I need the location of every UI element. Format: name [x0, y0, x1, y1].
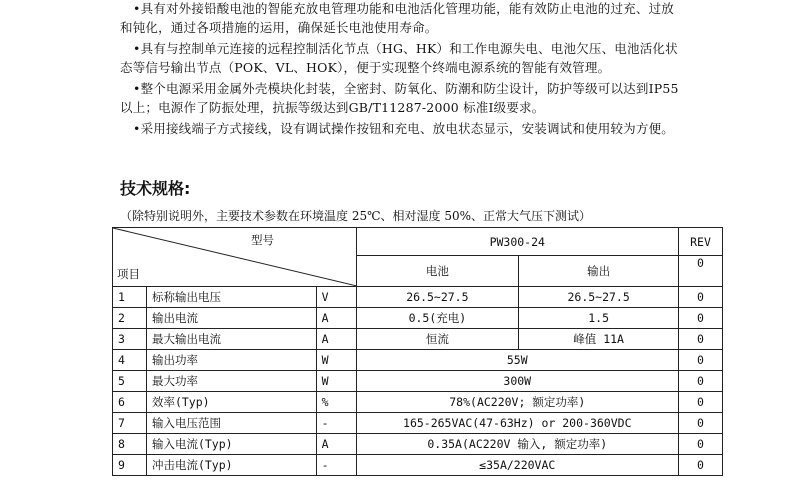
row-battery-value: 恒流: [356, 329, 519, 350]
row-unit: -: [316, 455, 356, 476]
row-merged-value: 55W: [356, 350, 678, 371]
row-rev: 0: [679, 350, 723, 371]
paragraph-enclosure: •整个电源采用金属外壳模块化封装，全密封、防氧化、防潮和防尘设计，防护等级可以达到IP55 以上；电源作了防振处理，抗振等级达到GB/T11287-2000 标准I级要求。: [120, 81, 679, 115]
paragraph-remote-control: •具有与控制单元连接的远程控制活化节点（HG、HK）和工作电源失电、电池欠压、电池活化状态等信号输出节点（POK、VL、HOK），便于实现整个终端电源系统的智能有效管理。: [120, 41, 678, 75]
row-rev: 0: [679, 392, 723, 413]
row-battery-value: 26.5~27.5: [356, 287, 519, 308]
section-heading: 技术规格:: [120, 179, 191, 198]
row-unit: A: [316, 329, 356, 350]
row-output-value: 26.5~27.5: [519, 287, 679, 308]
paragraph-battery-management: •具有对外接铅酸电池的智能充放电管理功能和电池活化管理功能，能有效防止电池的过充、过放和钝化，通过各项措施的运用，确保延长电池使用寿命。: [120, 1, 674, 35]
output-header: 输出: [519, 256, 679, 287]
row-number: 5: [113, 371, 147, 392]
header-diagonal-cell: [113, 228, 357, 287]
row-item: 冲击电流(Typ): [146, 455, 316, 476]
row-merged-value: 78%(AC220V; 额定功率): [356, 392, 678, 413]
row-rev: 0: [679, 308, 723, 329]
table-row: [113, 413, 723, 434]
row-unit: A: [316, 434, 356, 455]
row-number: 8: [113, 434, 147, 455]
row-output-value: 1.5: [519, 308, 679, 329]
row-merged-value: 0.35A(AC220V 输入, 额定功率): [356, 434, 678, 455]
table-row: [113, 392, 723, 413]
row-output-value: 峰值 11A: [519, 329, 679, 350]
table-row: [113, 350, 723, 371]
row-merged-value: ≤35A/220VAC: [356, 455, 678, 476]
row-merged-value: 300W: [356, 371, 678, 392]
row-item: 输出电流: [146, 308, 316, 329]
row-item: 输入电流(Typ): [146, 434, 316, 455]
rev-header: REV: [679, 228, 723, 256]
table-row: [113, 329, 723, 350]
row-number: 7: [113, 413, 147, 434]
row-unit: -: [316, 413, 356, 434]
table-row: [113, 287, 723, 308]
battery-header: 电池: [356, 256, 519, 287]
row-rev: 0: [679, 287, 723, 308]
row-number: 2: [113, 308, 147, 329]
row-rev: 0: [679, 434, 723, 455]
row-item: 效率(Typ): [146, 392, 316, 413]
row-merged-value: 165-265VAC(47-63Hz) or 200-360VDC: [356, 413, 678, 434]
table-row: [113, 434, 723, 455]
table-row: [113, 308, 723, 329]
row-item: 输出功率: [146, 350, 316, 371]
table-row: [113, 371, 723, 392]
row-rev: 0: [679, 371, 723, 392]
test-conditions-note: （除特别说明外，主要技术参数在环境温度 25℃、相对湿度 50%、正常大气压下测试）: [120, 209, 591, 223]
row-unit: W: [316, 350, 356, 371]
row-rev: 0: [679, 329, 723, 350]
row-unit: W: [316, 371, 356, 392]
row-number: 9: [113, 455, 147, 476]
model-label: 型号: [251, 233, 274, 247]
row-item: 最大输出电流: [146, 329, 316, 350]
row-rev: 0: [679, 455, 723, 476]
model-value: PW300-24: [356, 228, 678, 256]
row-item: 输入电压范围: [146, 413, 316, 434]
row-battery-value: 0.5(充电): [356, 308, 519, 329]
row-item: 标称输出电压: [146, 287, 316, 308]
table-header-row: [113, 228, 723, 256]
row-number: 6: [113, 392, 147, 413]
row-unit: A: [316, 308, 356, 329]
rev-header-value: 0: [679, 256, 723, 287]
row-unit: V: [316, 287, 356, 308]
row-number: 4: [113, 350, 147, 371]
row-item: 最大功率: [146, 371, 316, 392]
table-row: [113, 455, 723, 476]
row-rev: 0: [679, 413, 723, 434]
item-label: 项目: [117, 267, 140, 281]
spec-table: [112, 227, 723, 476]
diagonal-line: [113, 228, 357, 286]
paragraph-wiring: •采用接线端子方式接线，设有调试操作按钮和充电、放电状态显示，安装调试和使用较为方便。: [133, 121, 674, 136]
row-unit: %: [316, 392, 356, 413]
row-number: 1: [113, 287, 147, 308]
row-number: 3: [113, 329, 147, 350]
